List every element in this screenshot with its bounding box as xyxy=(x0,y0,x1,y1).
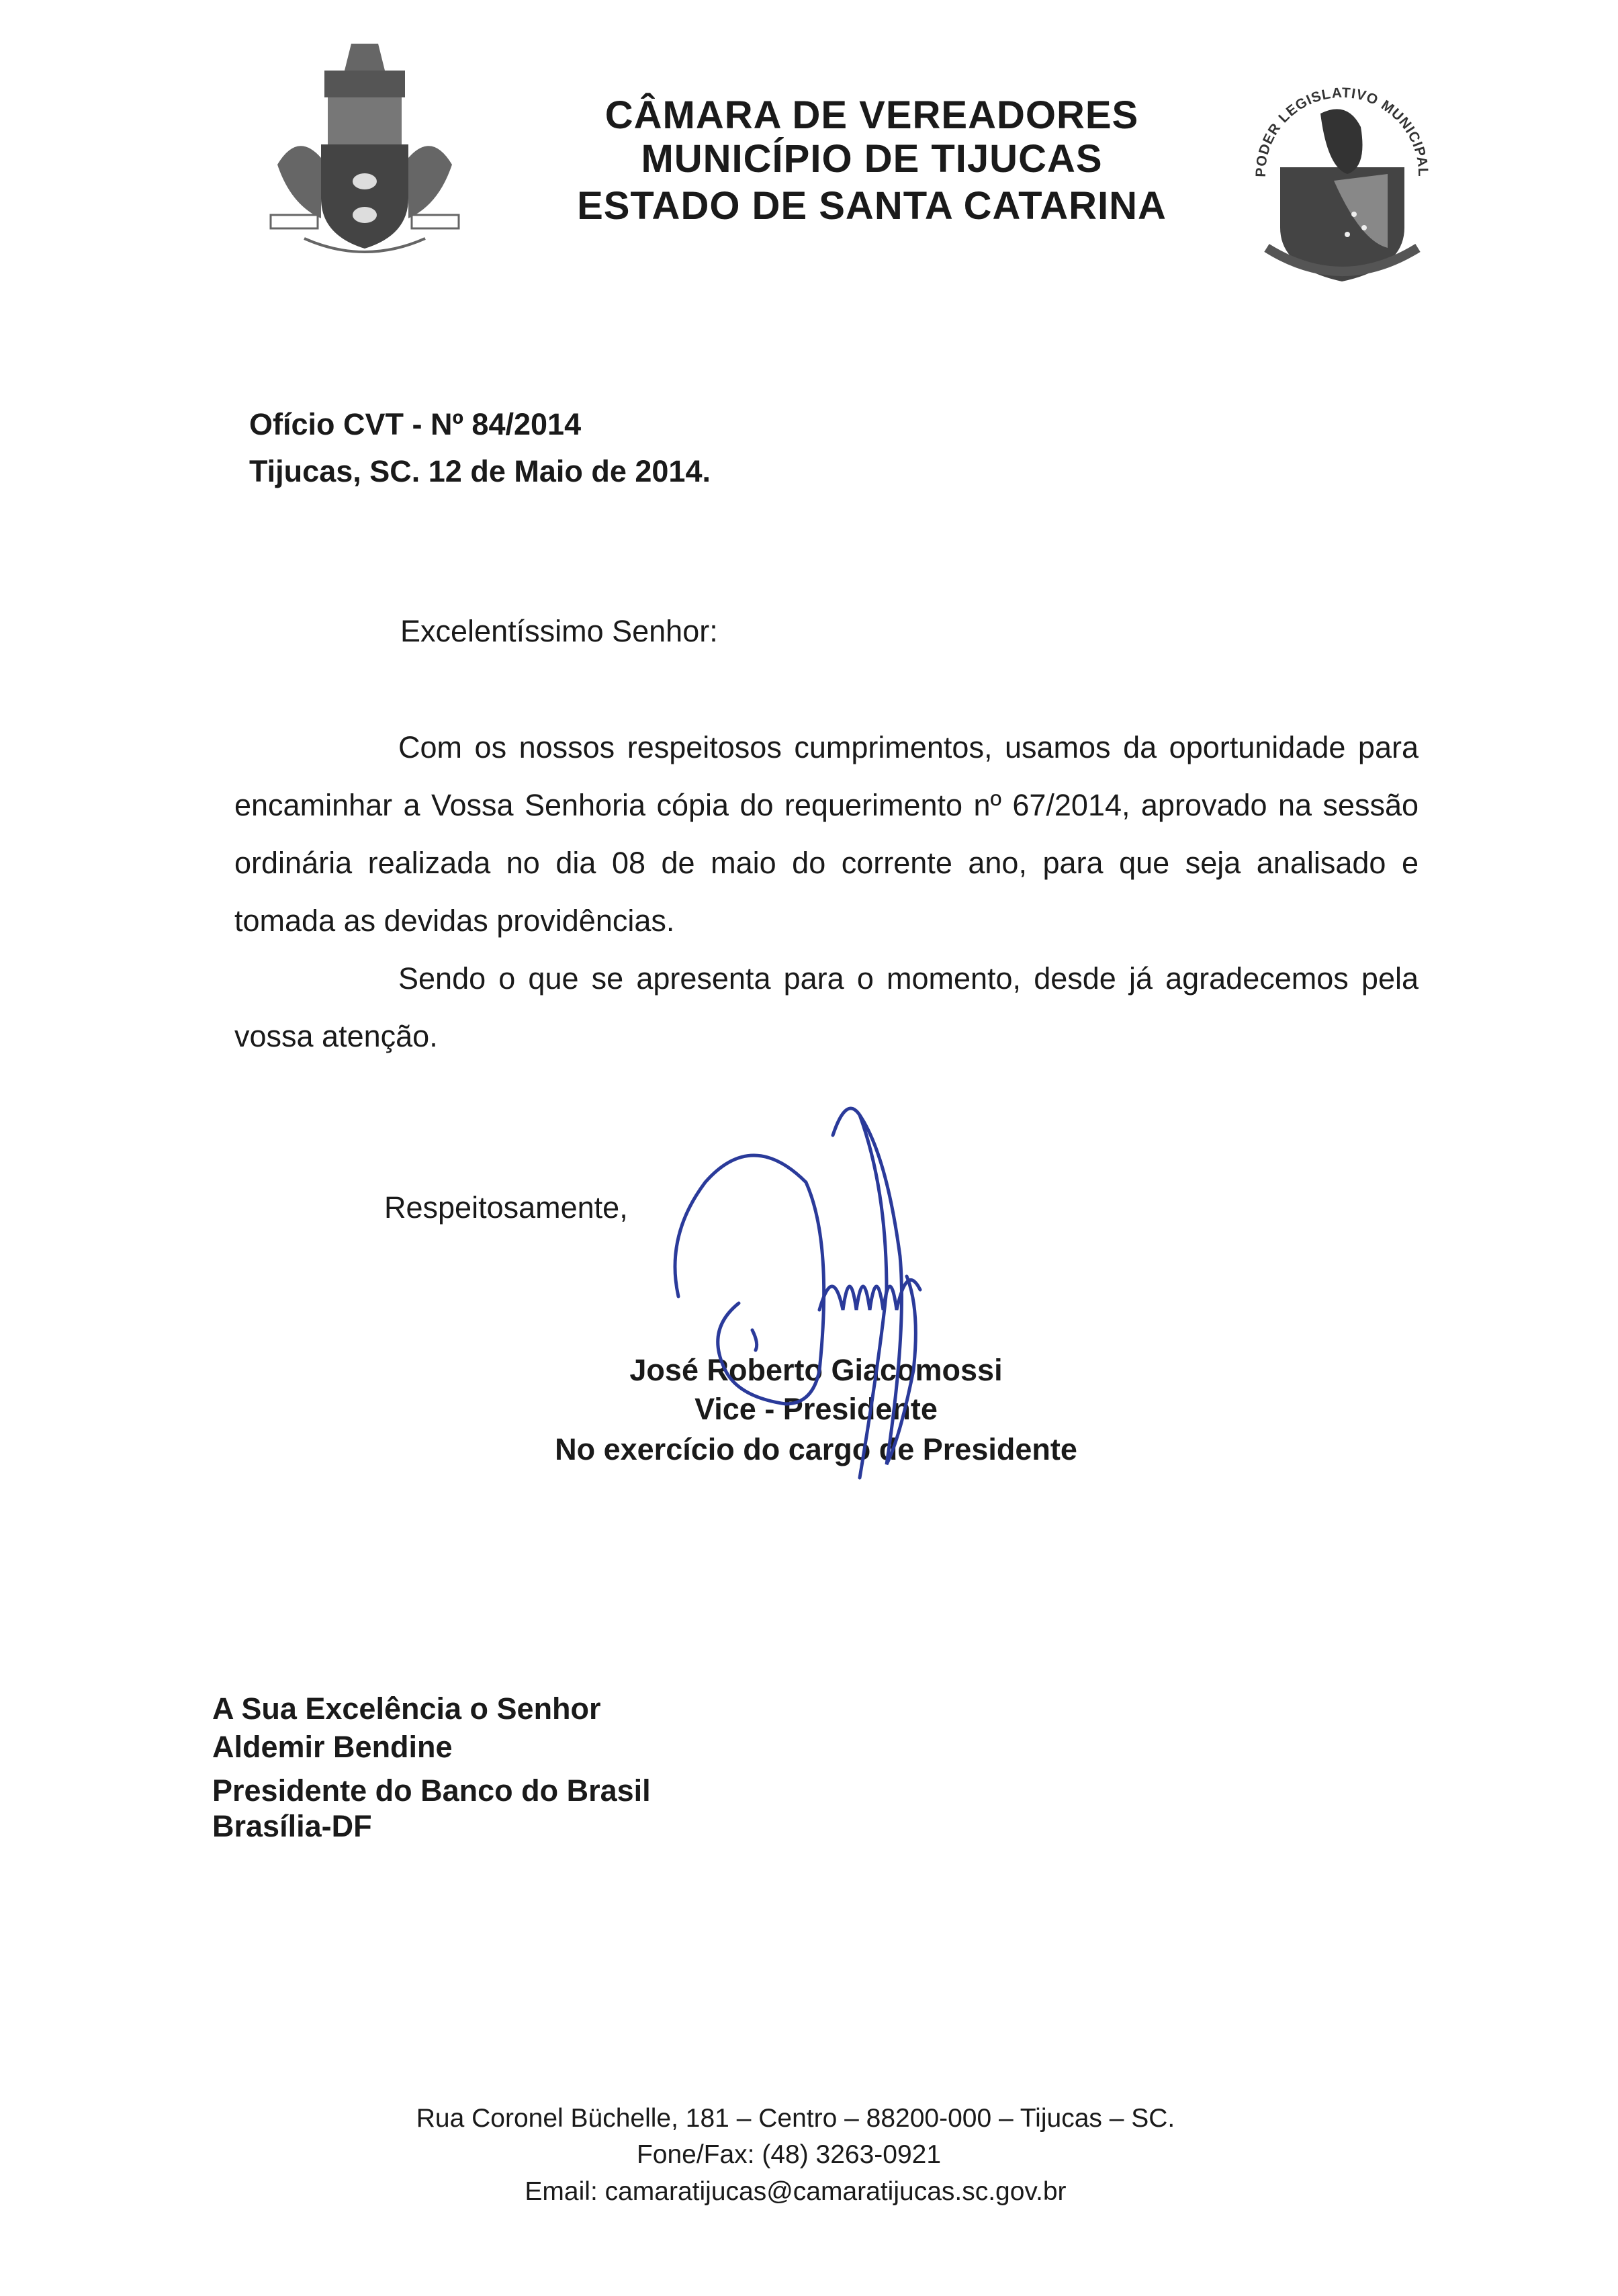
place-date: Tijucas, SC. 12 de Maio de 2014. xyxy=(249,454,711,488)
salutation: Excelentíssimo Senhor: xyxy=(400,614,718,648)
closing: Respeitosamente, xyxy=(384,1190,628,1225)
letter-body xyxy=(234,719,1419,1065)
addressee-line: A Sua Excelência o Senhor xyxy=(212,1691,601,1726)
institution-name: CÂMARA DE VEREADORES xyxy=(604,93,1139,137)
addressee-name: Aldemir Bendine xyxy=(212,1730,453,1764)
signatory-title: Vice - Presidente xyxy=(694,1392,938,1426)
footer-phone: Fone/Fax: (48) 3263-0921 xyxy=(636,2140,942,2169)
document-number: Ofício CVT - Nº 84/2014 xyxy=(249,407,582,441)
state-name: ESTADO DE SANTA CATARINA xyxy=(577,184,1167,228)
municipality-name: MUNICÍPIO DE TIJUCAS xyxy=(641,137,1103,181)
body-paragraph: Com os nossos respeitosos cumprimentos, usamos da oportunidade para encaminhar a Vossa Senhoria cópia do requerimento nº 67/2014, aprovado na sessão ordinária realizada no dia 08 de maio do corrente ano, para que seja analisado e tomada as devidas providências. xyxy=(234,730,1419,938)
signatory-name: José Roberto Giacomossi xyxy=(629,1353,1003,1387)
signatory-role: No exercício do cargo de Presidente xyxy=(555,1432,1077,1466)
body-paragraph: Sendo o que se apresenta para o momento, desde já agradecemos pela vossa atenção. xyxy=(234,961,1419,1053)
footer-address: Rua Coronel Büchelle, 181 – Centro – 88200-000 – Tijucas – SC. xyxy=(416,2104,1175,2133)
legislative-seal xyxy=(1253,73,1429,287)
addressee-title: Presidente do Banco do Brasil xyxy=(212,1773,651,1808)
addressee-location: Brasília-DF xyxy=(212,1809,372,1843)
footer-email: Email: camaratijucas@camaratijucas.sc.gov.br xyxy=(525,2177,1067,2206)
handwritten-signature xyxy=(665,1088,981,1491)
seal-text-path: PODER LEGISLATIVO MUNICIPAL xyxy=(1253,85,1429,177)
